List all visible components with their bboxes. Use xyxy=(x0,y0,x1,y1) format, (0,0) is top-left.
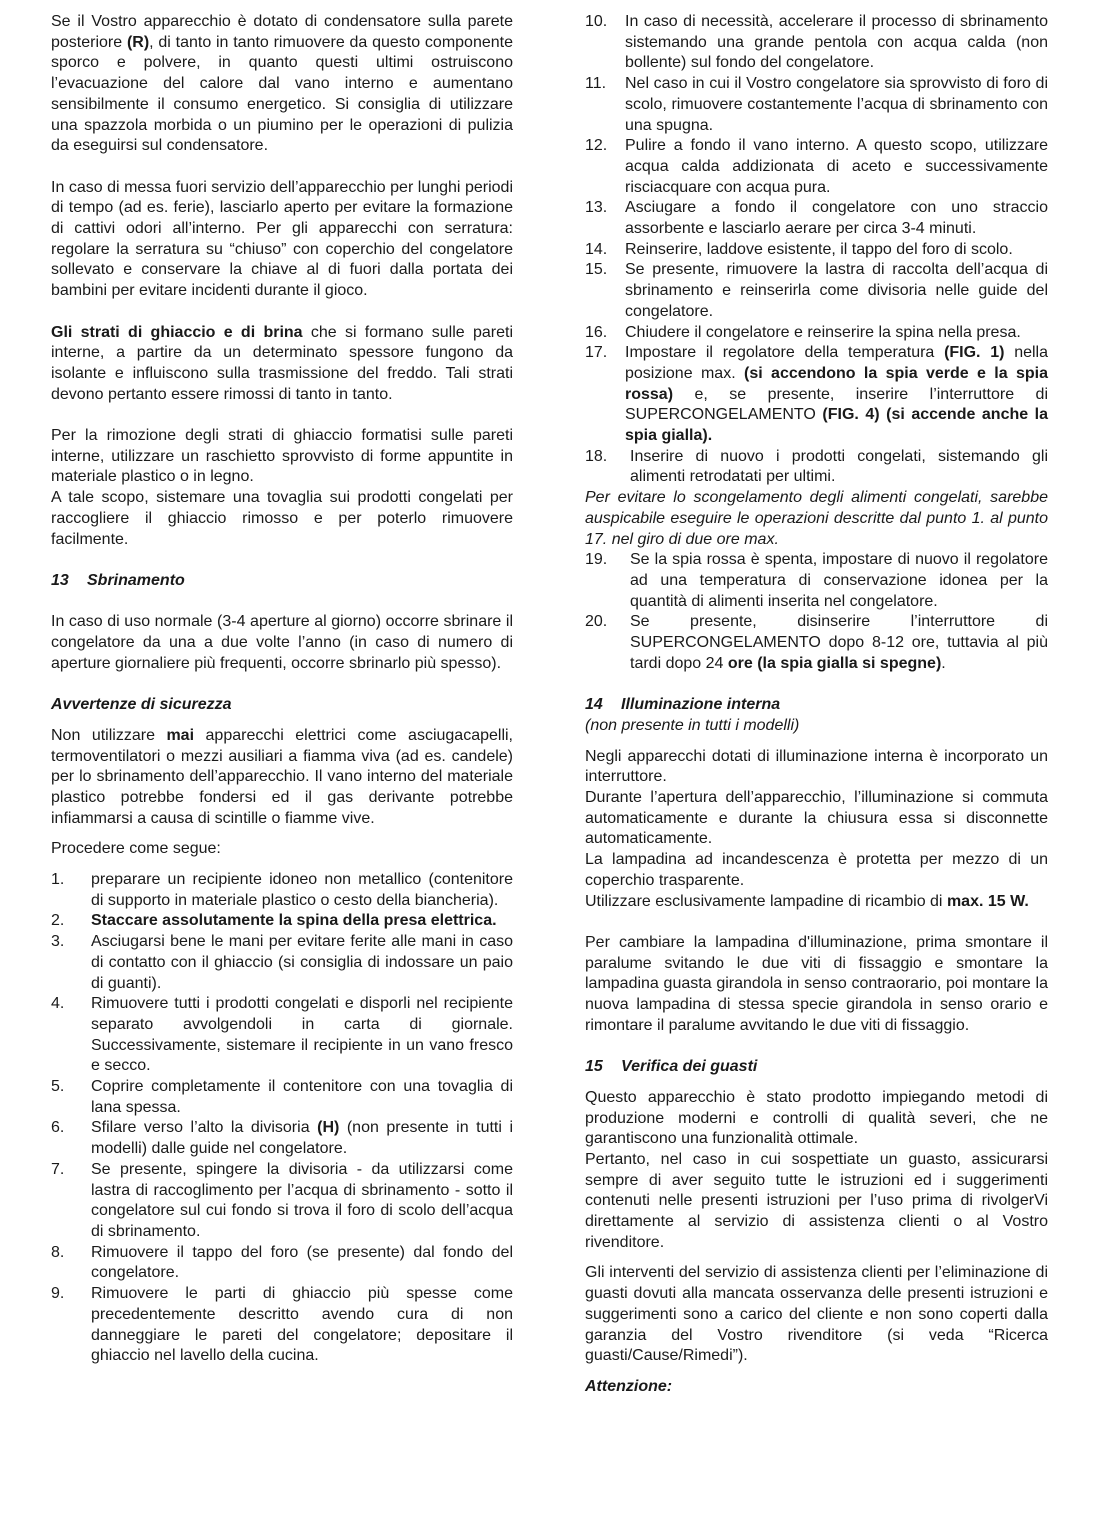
ice-layers-paragraph xyxy=(51,323,513,406)
ice-layers-rest: che si formano sulle pareti interne, a partire da un determinato spessore fungono da isolante e influiscono sulla trasmissione del freddo. Tali strati devono pertanto essere rimossi di tanto in tanto. xyxy=(51,323,514,403)
list-item: 19. Se la spia rossa è spenta, impostare di nuovo il regolatore ad una temperatura di conservazione idonea per la quantità di alimenti inserita nel congelatore. xyxy=(585,551,1048,610)
attention-heading: Attenzione: xyxy=(585,1377,673,1395)
scraper-paragraph: Per la rimozione degli strati di ghiaccio formatisi sulle pareti interne, utilizzare un raschietto sprovvisto di forme appuntite in materiale plastico o in legno. xyxy=(51,427,513,486)
list-item: 7. Se presente, spingere la divisoria - da utilizzarsi come lastra di raccoglimento per l’acqua di sbrinamento - sotto il congelatore sul cui fondo si trova il foro di scolo dell’acqua di sbrinamento. xyxy=(51,1160,513,1240)
procedure-intro: Procedere come segue: xyxy=(51,840,221,858)
fault-check-paragraph: Pertanto, nel caso in cui sospettiate un guasto, assicurarsi sempre di aver seguito tutte le istruzioni ed i suggerimenti contenuti nelle presenti istruzioni per l’uso prima di rivolgerVi direttamente al servizio di assistenza clienti o al Vostro rivenditore. xyxy=(585,1150,1048,1251)
bulb-wattage-paragraph: Utilizzare esclusivamente lampadine di ricambio di max. 15 W. xyxy=(585,892,1029,910)
safety-paragraph xyxy=(51,726,513,830)
list-item: 10. In caso di necessità, accelerare il processo di sbrinamento sistemando una grande pentola con acqua calda (non bollente) sul fondo del congelatore. xyxy=(585,13,1048,72)
list-item: 15. Se presente, rimuovere la lastra di raccolta dell’acqua di sbrinamento e reinserirla come divisoria nelle guide del congelatore. xyxy=(585,261,1048,320)
list-item: 12. Pulire a fondo il vano interno. A questo scopo, utilizzare acqua calda addizionata di aceto e successivamente risciacquare con acqua pura. xyxy=(585,137,1048,196)
section-13-title: Sbrinamento xyxy=(87,571,185,589)
section-14-title: Illuminazione interna xyxy=(621,696,781,714)
list-item: 17. Impostare il regolatore della temperatura (FIG. 1) nella posizione max. (si accendono la spia verde e la spia rossa) e, se presente, inserire l’interruttore di SUPERCONGELAMENTO (FIG. 4) (si accende anche la spia gialla). xyxy=(585,344,1049,445)
list-item: 16. Chiudere il congelatore e reinserire la spina nella presa. xyxy=(585,323,1021,341)
out-of-service-paragraph: In caso di messa fuori servizio dell’apparecchio per lunghi periodi di tempo (ad es. ferie), lasciarlo aperto per evitare la formazione di cattivi odori all’interno. Per gli apparecchi con serratura: regolare la serratura su “chiuso” con coperchio del congelatore sollevato e conservare la chiave al di fuori dalla portata dei bambini per evitare incidenti durante il gioco. xyxy=(51,178,513,300)
left-column xyxy=(51,12,513,1367)
time-limit-note: Per evitare lo scongelamento degli alimenti congelati, sarebbe auspicabile eseguire le operazioni descritte dal punto 1. al punto 17. nel giro di due ore max. xyxy=(585,489,1048,548)
list-item: 4. Rimuovere tutti i prodotti congelati e disporli nel recipiente separato avvolgendoli in carta di giornale. Successivamente, sistemare il recipiente in un vano fresco e secco. xyxy=(51,995,513,1075)
service-cost-paragraph: Gli interventi del servizio di assistenza clienti per l’eliminazione di guasti dovuti alla mancata osservanza delle presenti istruzioni e suggerimenti sono a carico del cliente e non sono coperti dalla garanzia del Vostro rivenditore (si veda “Ricerca guasti/Cause/Rimedi”). xyxy=(585,1264,1048,1365)
list-item: 9. Rimuovere le parti di ghiaccio più spesse come precedentemente descritto avendo cura di non danneggiare le pareti del congelatore; depositare il ghiaccio nel lavello della cucina. xyxy=(51,1285,513,1365)
quality-paragraph: Questo apparecchio è stato prodotto impiegando metodi di produzione moderni e controlli di qualità severi, che ne garantiscono una funzionalità ottimale. xyxy=(585,1088,1048,1148)
list-item: 11. Nel caso in cui il Vostro congelatore sia sprovvisto di foro di scolo, rimuovere costantemente l’acqua di sbrinamento con una spugna. xyxy=(585,75,1048,134)
lighting-switch-paragraph: Negli apparecchi dotati di illuminazione interna è incorporato un interruttore. xyxy=(585,747,1048,786)
section-15-title: Verifica dei guasti xyxy=(621,1058,758,1076)
defrost-steps-list-continued xyxy=(585,12,1048,488)
condenser-paragraph xyxy=(51,12,513,157)
section-14-number: 14 xyxy=(585,696,603,714)
list-item: 20. Se presente, disinserire l’interruttore di SUPERCONGELAMENTO dopo 8-12 ore, tuttavia al più tardi dopo 24 ore (la spia gialla si spegne). xyxy=(585,613,1048,672)
towel-paragraph: A tale scopo, sistemare una tovaglia sui prodotti congelati per raccogliere il ghiaccio rimosso e per poterlo rimuovere facilmente. xyxy=(51,489,513,548)
condenser-text-a: Se il Vostro apparecchio è dotato di condensatore sulla parete posteriore xyxy=(51,13,513,51)
list-item: 5. Coprire completamente il contenitore con una tovaglia di lana spessa. xyxy=(51,1078,513,1116)
list-item: 13. Asciugare a fondo il congelatore con uno straccio assorbente e lasciarlo aerare per circa 3-4 minuti. xyxy=(585,199,1048,238)
condenser-text-b: , di tanto in tanto rimuovere da questo componente sporco e polvere, in quanto questi ultimi ostruiscono l’evacuazione del calore dal vano interno e aumentano sensibilmente il consumo energetico. Si consiglia di utilizzare una spazzola morbida o un piumino per le operazioni di pulizia da eseguirsi sul condensatore. xyxy=(51,33,513,155)
list-item: 8. Rimuovere il tappo del foro (se presente) dal fondo del congelatore. xyxy=(51,1243,513,1282)
list-item: 2. Staccare assolutamente la spina della presa elettrica. xyxy=(51,912,497,930)
defrost-steps-list xyxy=(51,870,513,1367)
bulb-replacement-paragraph: Per cambiare la lampadina d'illuminazione, prima smontare il paralume svitando le due viti di fissaggio e smontare la lampadina guasta girandola in senso contraorario, poi montare la nuova lampadina di stessa specie girandola in senso orario e rimontare il paralume avvitando le due viti di fissaggio. xyxy=(585,933,1048,1034)
condenser-label-r: (R) xyxy=(126,33,150,51)
section-15-heading xyxy=(585,1057,1048,1078)
list-item: 1. preparare un recipiente idoneo non metallico (contenitore di supporto in materiale plastico o cesto della biancheria). xyxy=(51,871,513,909)
section-13-heading xyxy=(51,571,513,592)
safety-text-a: Non utilizzare xyxy=(51,726,167,744)
safety-text-b: apparecchi elettrici come asciugacapelli, termoventilatori o mezzi ausiliari a fiamma viva (ad es. candele) per lo sbrinamento dell’apparecchio. Il vano interno del materiale plastico potrebbe fondersi ed il gas derivante potrebbe infiammarsi a causa di scintille o fiamme vive. xyxy=(51,726,513,827)
section-13-number: 13 xyxy=(51,571,69,589)
list-item: 3. Asciugarsi bene le mani per evitare ferite alle mani in caso di contatto con il ghiaccio (si consiglia di indossare un paio di guanti). xyxy=(51,933,513,992)
defrost-frequency-paragraph: In caso di uso normale (3-4 aperture al giorno) occorre sbrinare il congelatore da una a due volte l’anno (in caso di numero di aperture giornaliere più frequenti, occorre sbrinarlo più spesso). xyxy=(51,613,513,672)
section-14-heading xyxy=(585,695,1048,716)
list-item: 18. Inserire di nuovo i prodotti congelati, sistemando gli alimenti retrodatati per ultimi. xyxy=(585,447,1048,486)
section-15-number: 15 xyxy=(585,1058,603,1076)
safety-heading: Avvertenze di sicurezza xyxy=(51,696,232,714)
section-14-subtitle: (non presente in tutti i modelli) xyxy=(585,716,800,734)
lighting-auto-paragraph: Durante l’apertura dell’apparecchio, l’illuminazione si commuta automaticamente e durante la chiusura essa si disconnette automaticamente. xyxy=(585,789,1048,848)
bulb-cover-paragraph: La lampadina ad incandescenza è protetta per mezzo di un coperchio trasparente. xyxy=(585,851,1048,889)
list-item: 14. Reinserire, laddove esistente, il tappo del foro di scolo. xyxy=(585,240,1013,258)
right-column xyxy=(585,12,1048,1398)
defrost-steps-list-final xyxy=(585,550,1048,674)
list-item: 6. Sfilare verso l’alto la divisoria (H) (non presente in tutti i modelli) dalle guide nel congelatore. xyxy=(51,1119,514,1158)
ice-layers-bold: Gli strati di ghiaccio e di brina xyxy=(51,323,303,341)
safety-bold-mai: mai xyxy=(166,726,195,744)
bulb-wattage-bold: max. 15 W. xyxy=(946,892,1029,910)
